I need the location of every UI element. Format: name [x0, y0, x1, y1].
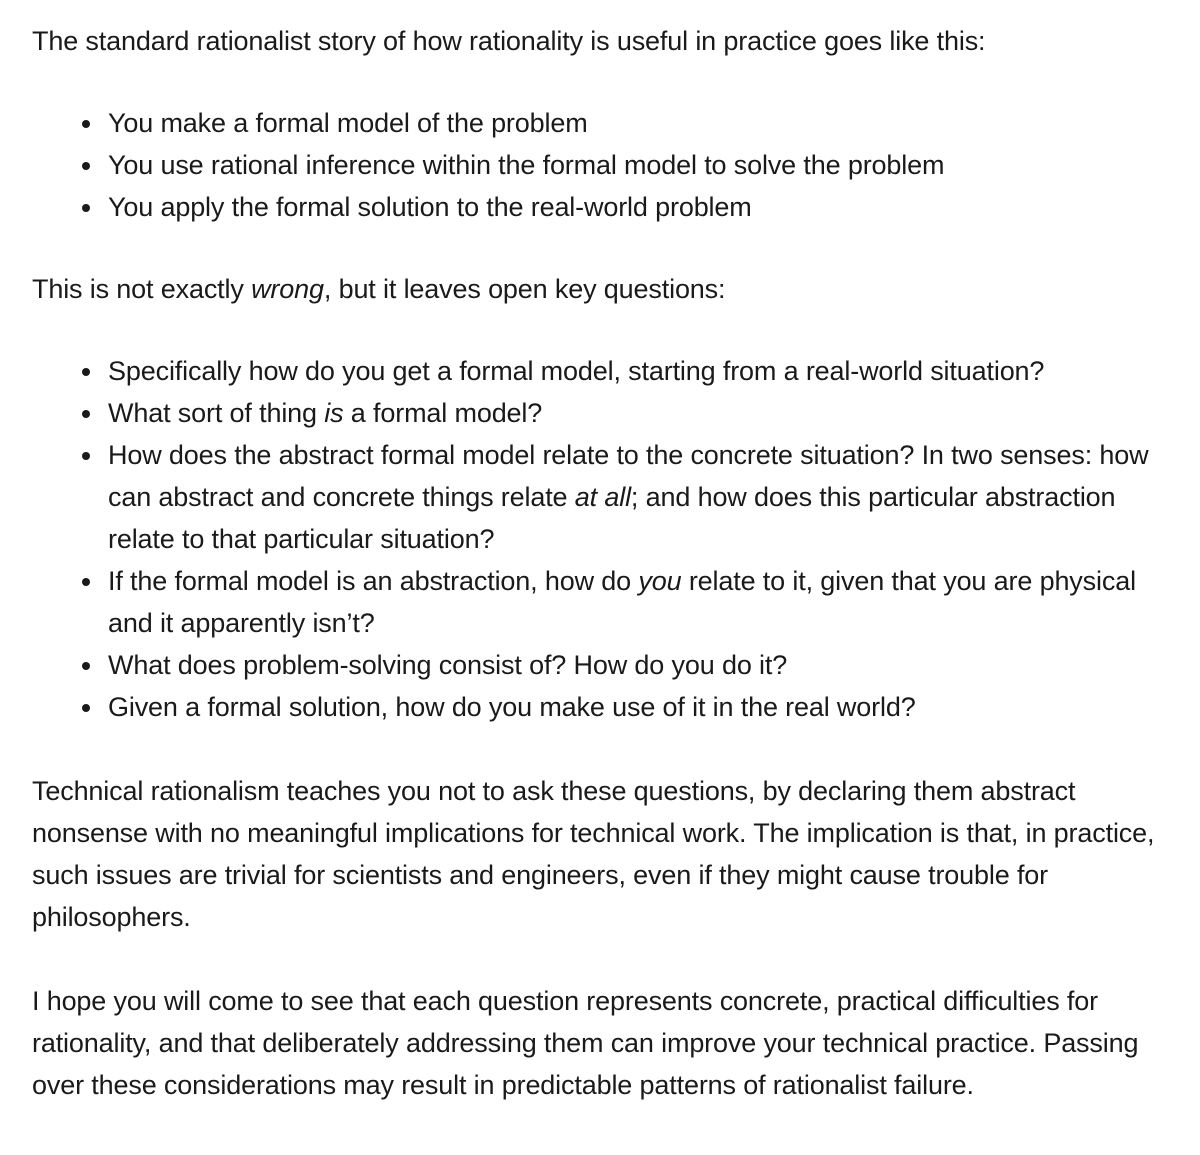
list-item: You make a formal model of the problem — [32, 102, 1182, 144]
questions-list — [32, 350, 1182, 728]
question-text: If the formal model is an abstraction, how do — [108, 566, 639, 596]
list-item: What does problem-solving consist of? How do you do it? — [32, 644, 1182, 686]
question-text: a formal model? — [343, 398, 543, 428]
question-emphasis: at all — [574, 482, 631, 512]
hope-paragraph: I hope you will come to see that each question represents concrete, practical difficulties for rationality, and that deliberately addressing them can improve your technical practice. Passing over these considerations may result in predictable patterns of rationalist failure. — [32, 986, 1139, 1100]
list-item: Given a formal solution, how do you make use of it in the real world? — [32, 686, 1182, 728]
list-item: You apply the formal solution to the real-world problem — [32, 186, 1182, 228]
question-text: ; and how does this particular abstraction relate to that particular situation? — [108, 482, 1116, 554]
question-text: What sort of thing — [108, 398, 325, 428]
question-text: How does the abstract formal model relate to the concrete situation? In two senses: how can abstract and concrete things relate — [108, 440, 1149, 512]
question-text: relate to it, given that you are physical and it apparently isn’t? — [108, 566, 1136, 638]
question-emphasis: you — [638, 566, 682, 596]
steps-list — [32, 102, 1182, 228]
question-emphasis: is — [324, 398, 344, 428]
intro-paragraph: The standard rationalist story of how rationality is useful in practice goes like this: — [32, 26, 986, 56]
list-item — [32, 434, 1182, 560]
critique-text: , but it leaves open key questions: — [323, 274, 726, 304]
list-item — [32, 392, 1182, 434]
document-body — [32, 20, 1182, 1106]
critique-emphasis: wrong — [251, 274, 324, 304]
critique-paragraph — [32, 268, 1182, 310]
critique-text: This is not exactly — [32, 274, 252, 304]
list-item — [32, 560, 1182, 644]
list-item: You use rational inference within the formal model to solve the problem — [32, 144, 1182, 186]
technical-paragraph: Technical rationalism teaches you not to ask these questions, by declaring them abstract nonsense with no meaningful implications for technical work. The implication is that, in practice, such issues are trivial for scientists and engineers, even if they might cause trouble for philosophers. — [32, 776, 1155, 932]
list-item: Specifically how do you get a formal model, starting from a real-world situation? — [32, 350, 1182, 392]
